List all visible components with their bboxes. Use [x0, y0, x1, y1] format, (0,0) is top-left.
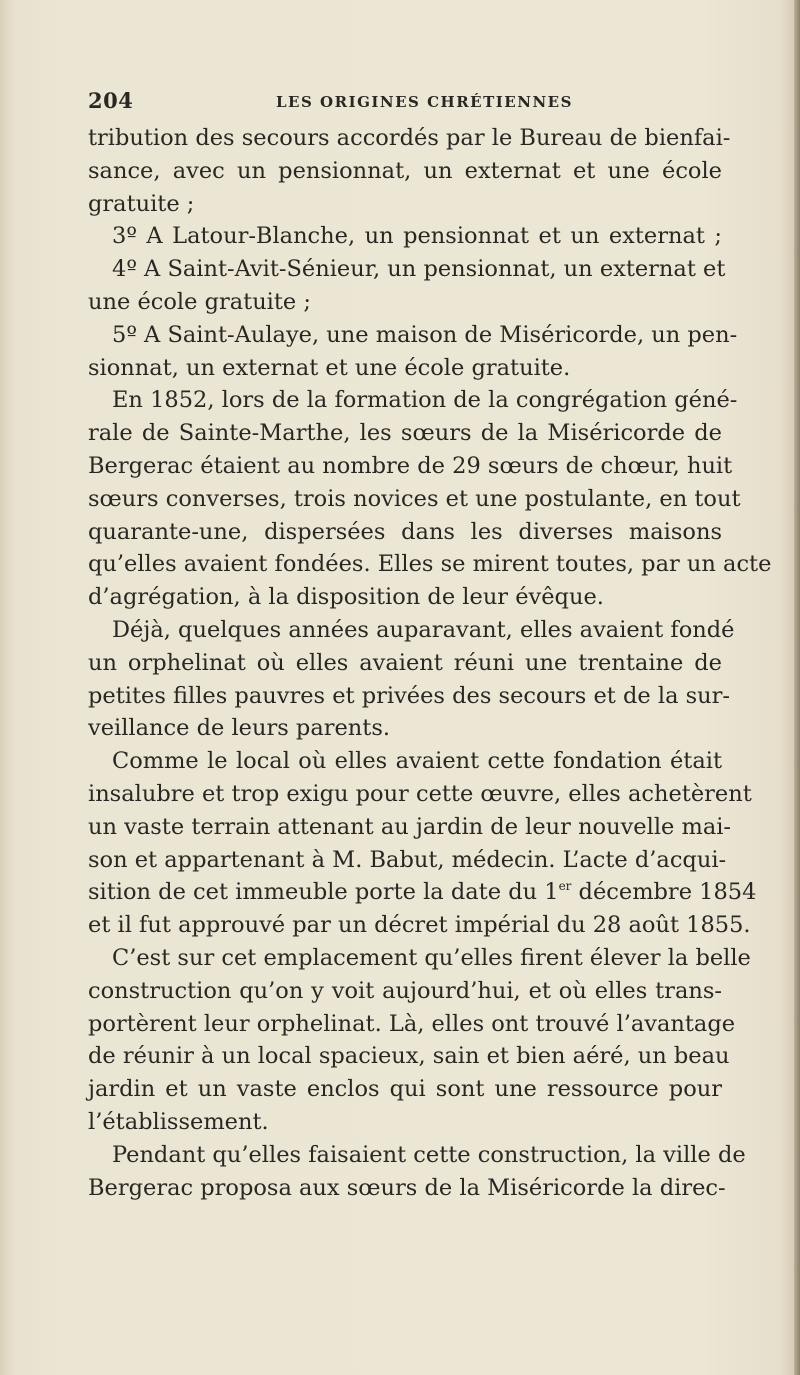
text-line: un orphelinat où elles avaient réuni une trentaine de [88, 649, 722, 676]
text-line: jardin et un vaste enclos qui sont une ressource pour [88, 1076, 722, 1103]
text-line: gratuite ; [88, 190, 195, 217]
page-number: 204 [88, 88, 134, 113]
text-line: son et appartenant à M. Babut, médecin. L’acte d’acqui- [88, 846, 727, 873]
text-line: sœurs converses, trois novices et une postulante, en tout [88, 485, 741, 512]
text-line: rale de Sainte-Marthe, les sœurs de la Miséricorde de [88, 420, 722, 447]
text-line: l’établissement. [88, 1108, 269, 1135]
text-line: portèrent leur orphelinat. Là, elles ont trouvé l’avantage [88, 1010, 736, 1037]
text-line: qu’elles avaient fondées. Elles se mirent toutes, par un acte [88, 551, 772, 578]
page-edge-shadow [794, 0, 800, 1375]
text-line: une école gratuite ; [88, 288, 311, 315]
text-line: un vaste terrain attenant au jardin de leur nouvelle mai- [88, 813, 732, 840]
text-line: Déjà, quelques années auparavant, elles avaient fondé [112, 616, 735, 643]
text-line: tribution des secours accordés par le Bureau de bienfai- [88, 125, 731, 151]
text-line: petites filles pauvres et privées des secours et de la sur- [88, 682, 731, 709]
text-line: C’est sur cet emplacement qu’elles firent élever la belle [112, 944, 751, 971]
text-line: Bergerac étaient au nombre de 29 sœurs de chœur, huit [88, 452, 733, 479]
text-line: En 1852, lors de la formation de la congrégation géné- [112, 387, 738, 414]
text-line: sionnat, un externat et une école gratuite. [88, 354, 571, 381]
text-line: sition de cet immeuble porte la date du 1er décembre 1854 [88, 879, 757, 906]
text-line: 5º A Saint-Aulaye, une maison de Miséricorde, un pen- [112, 321, 738, 348]
superscript: er [558, 879, 572, 894]
text-line: de réunir à un local spacieux, sain et bien aéré, un beau [88, 1043, 730, 1070]
text-line: construction qu’on y voit aujourd’hui, et où elles trans- [88, 977, 722, 1004]
text-line: veillance de leurs parents. [88, 715, 391, 742]
text-line: Bergerac proposa aux sœurs de la Miséricorde la direc- [88, 1174, 726, 1201]
text-line: quarante-une, dispersées dans les diverses maisons [88, 518, 722, 545]
text-line: 4º A Saint-Avit-Sénieur, un pensionnat, un externat et [112, 256, 726, 283]
text-line: 3º A Latour-Blanche, un pensionnat et un externat ; [112, 223, 722, 250]
text-line: sance, avec un pensionnat, un externat et une école [88, 157, 722, 184]
running-head [88, 88, 720, 118]
running-title: LES ORIGINES CHRÉTIENNES [276, 93, 573, 111]
body-text [88, 122, 772, 1204]
text-line: Pendant qu’elles faisaient cette construction, la ville de [112, 1141, 746, 1168]
text-line: d’agrégation, à la disposition de leur évêque. [88, 584, 604, 611]
text-line: et il fut approuvé par un décret impérial du 28 août 1855. [88, 912, 751, 939]
text-line: insalubre et trop exigu pour cette œuvre, elles achetèrent [88, 780, 752, 807]
text-line: Comme le local où elles avaient cette fondation était [112, 748, 722, 775]
